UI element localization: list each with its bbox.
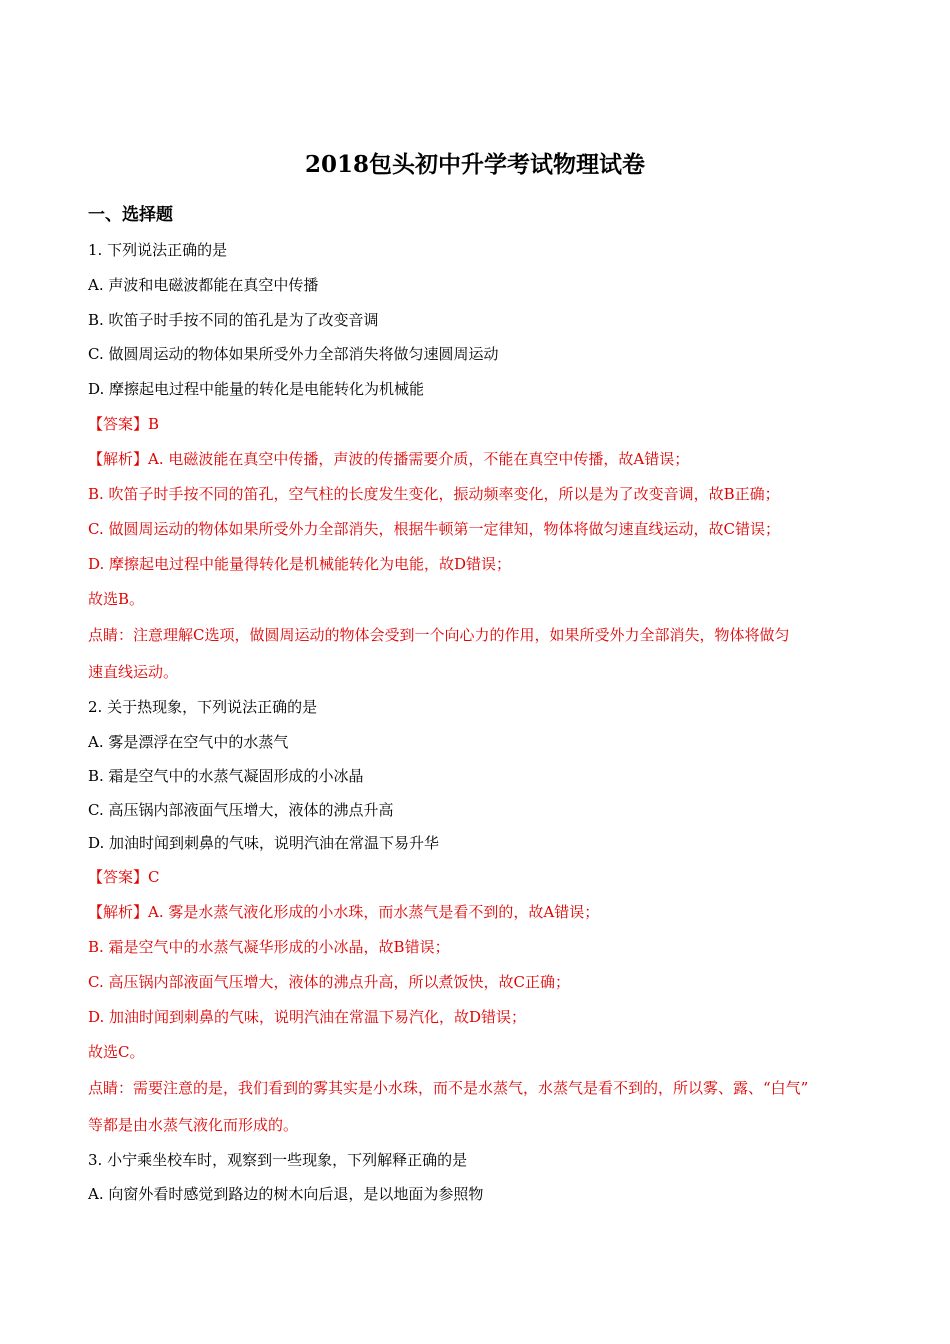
q2-analysis-d: D. 加油时闻到刺鼻的气味，说明汽油在常温下易汽化，故D错误；: [88, 1008, 527, 1026]
question-2: 2. 关于热现象，下列说法正确的是: [88, 698, 318, 716]
q2-analysis-c: C. 高压锅内部液面气压增大，液体的沸点升高，所以煮饭快，故C正确；: [88, 973, 570, 991]
q2-analysis-a: 【解析】A. 雾是水蒸气液化形成的小水珠，而水蒸气是看不到的，故A错误；: [88, 903, 600, 921]
q2-option-b: B. 霜是空气中的水蒸气凝固形成的小冰晶: [88, 767, 364, 785]
q1-analysis-a: 【解析】A. 电磁波能在真空中传播，声波的传播需要介质，不能在真空中传播，故A错误；: [88, 450, 690, 468]
q1-option-d: D. 摩擦起电过程中能量的转化是电能转化为机械能: [88, 380, 425, 398]
q1-option-b: B. 吹笛子时手按不同的笛孔是为了改变音调: [88, 311, 379, 329]
q2-answer: 【答案】C: [88, 868, 160, 886]
question-3: 3. 小宁乘坐校车时，观察到一些现象，下列解释正确的是: [88, 1151, 468, 1169]
q1-note-line-2: 速直线运动。: [88, 663, 179, 681]
q1-option-c: C. 做圆周运动的物体如果所受外力全部消失将做匀速圆周运动: [88, 345, 499, 363]
q2-analysis-b: B. 霜是空气中的水蒸气凝华形成的小冰晶，故B错误；: [88, 938, 450, 956]
q1-answer: 【答案】B: [88, 415, 160, 433]
q1-note-line-1: 点睛：注意理解C选项，做圆周运动的物体会受到一个向心力的作用，如果所受外力全部消失，物体将做匀: [88, 626, 790, 644]
q2-option-a: A. 雾是漂浮在空气中的水蒸气: [88, 733, 289, 751]
section-heading: 一、选择题: [88, 205, 173, 225]
q2-option-d: D. 加油时闻到刺鼻的气味，说明汽油在常温下易升华: [88, 834, 440, 852]
q2-option-c: C. 高压锅内部液面气压增大，液体的沸点升高: [88, 801, 394, 819]
q1-analysis-d: D. 摩擦起电过程中能量得转化是机械能转化为电能，故D错误；: [88, 555, 512, 573]
q1-choice: 故选B。: [88, 590, 145, 608]
page-title: 2018包头初中升学考试物理试卷: [304, 151, 645, 178]
q2-choice: 故选C。: [88, 1043, 145, 1061]
q1-analysis-c: C. 做圆周运动的物体如果所受外力全部消失，根据牛顿第一定律知，物体将做匀速直线运动，故C错误；: [88, 520, 780, 538]
q1-option-a: A. 声波和电磁波都能在真空中传播: [88, 276, 319, 294]
question-1: 1. 下列说法正确的是: [88, 241, 228, 259]
q2-note-line-1: 点睛：需要注意的是，我们看到的雾其实是小水珠，而不是水蒸气，水蒸气是看不到的，所以雾、露、“白气”: [88, 1079, 809, 1097]
q3-option-a: A. 向窗外看时感觉到路边的树木向后退，是以地面为参照物: [88, 1185, 484, 1203]
q2-note-line-2: 等都是由水蒸气液化而形成的。: [88, 1116, 299, 1134]
q1-analysis-b: B. 吹笛子时手按不同的笛孔，空气柱的长度发生变化，振动频率变化，所以是为了改变音调，故B正确；: [88, 485, 780, 503]
